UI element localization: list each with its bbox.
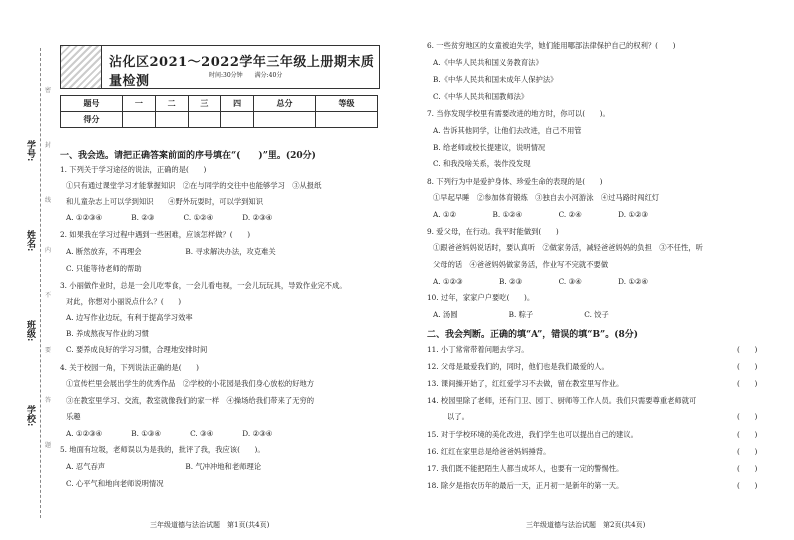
binding-cut-char: 要 bbox=[45, 347, 52, 354]
q3-option-line: A. 边写作业边玩，有利于提高学习效率 bbox=[66, 313, 193, 322]
q3-option-line: B. 养成熬夜写作业的习惯 bbox=[66, 329, 149, 338]
binding-label-text: 学校: bbox=[25, 405, 35, 427]
score-table-header: 总分 bbox=[254, 96, 316, 112]
binding-line bbox=[40, 48, 41, 518]
q4-statement-line: ①宣传栏里会展出学生的优秀作品 ②学校的小花园是我们身心放松的好地方 bbox=[66, 379, 315, 388]
q6-option-line: C.《中华人民共和国教师法》 bbox=[433, 92, 529, 101]
binding-label-name bbox=[24, 230, 37, 251]
score-table-header: 一 bbox=[122, 96, 155, 112]
exam-header bbox=[60, 45, 380, 89]
binding-cut-char: 题 bbox=[45, 442, 52, 449]
score-cell[interactable] bbox=[254, 112, 316, 128]
q4-options: A. ①②③④ B. ①③④ C. ③④ D. ②③④ bbox=[66, 429, 273, 438]
q9-stem: 9. 爱父母，在行动。我平时能做到( ) bbox=[427, 227, 559, 236]
footer-page-1: 三年级道德与法治试题 第1页(共4页) bbox=[150, 521, 270, 529]
score-table-row-label: 得分 bbox=[61, 112, 123, 128]
judgement-item: 12. 父母是最爱我们的，同时，他们也是我们最爱的人。 bbox=[427, 362, 609, 371]
judgement-item: 17. 我们既不能把陌生人都当成坏人，也要有一定的警惕性。 bbox=[427, 464, 624, 473]
q2-option-line: A. 断然放弃，不再理会 B. 寻求解决办法，攻克难关 bbox=[66, 247, 276, 256]
binding-cut-char: 线 bbox=[45, 197, 52, 204]
section-1-title: 一、我会选。请把正确答案前面的序号填在“( )”里。(20分) bbox=[60, 151, 316, 161]
footer-page-2: 三年级道德与法治试题 第2页(共4页) bbox=[526, 521, 646, 529]
q5-option-line: C. 心平气和地向老师说明情况 bbox=[66, 479, 164, 488]
q4-stem: 4. 关于校园一角，下列说法正确的是( ) bbox=[60, 363, 200, 372]
q5-option-line: A. 忍气吞声 B. 气冲冲地和老师理论 bbox=[66, 462, 262, 471]
answer-paren[interactable]: ( ) bbox=[737, 345, 758, 354]
binding-cut-char: 内 bbox=[45, 247, 52, 254]
score-table-header: 二 bbox=[155, 96, 188, 112]
answer-paren[interactable]: ( ) bbox=[737, 362, 758, 371]
q3-option-line: C. 要养成良好的学习习惯，合理地安排时间 bbox=[66, 345, 208, 354]
score-table bbox=[60, 95, 378, 128]
q1-statement-line: ①只有通过课堂学习才能掌握知识 ②在与同学的交往中也能够学习 ③从报纸 bbox=[66, 181, 322, 190]
q9-options: A. ①②③ B. ②③ C. ③④ D. ①②④ bbox=[433, 277, 648, 286]
q4-statement-line: ③在教室里学习、交流，教室就像我们的家一样 ④操场给我们带来了无穷的 bbox=[66, 396, 315, 405]
answer-paren[interactable]: ( ) bbox=[737, 447, 758, 456]
q6-stem: 6. 一些贫穷地区的女童被迫失学，她们能用哪部法律保护自己的权利？( ) bbox=[427, 41, 676, 50]
answer-paren[interactable]: ( ) bbox=[737, 464, 758, 473]
score-table-header: 三 bbox=[188, 96, 221, 112]
score-table-header: 等级 bbox=[316, 96, 378, 112]
score-table-header: 题号 bbox=[61, 96, 123, 112]
score-cell[interactable] bbox=[221, 112, 254, 128]
exam-time-score: 时间:30分钟 满分:40分 bbox=[209, 72, 283, 79]
binding-label-class bbox=[24, 320, 37, 341]
binding-label-student-id bbox=[24, 140, 37, 161]
q5-stem: 5. 地面有垃圾，老师误以为是我的，批评了我，我应该( )。 bbox=[60, 445, 265, 454]
score-table-header-row bbox=[61, 96, 378, 112]
score-cell[interactable] bbox=[155, 112, 188, 128]
binding-label-text: 学号: bbox=[25, 140, 35, 162]
binding-cut-char: 答 bbox=[45, 397, 52, 404]
header-decoration bbox=[61, 46, 102, 88]
q10-options: A. 汤圆 B. 粽子 C. 饺子 bbox=[433, 310, 609, 319]
judgement-item: 18. 除夕是指农历年的最后一天，正月初一是新年的第一天。 bbox=[427, 481, 624, 490]
q10-stem: 10. 过年，家家户户要吃( )。 bbox=[427, 293, 535, 302]
q7-option-line: A. 告诉其他同学，让他们去改进，自己不用管 bbox=[433, 126, 582, 135]
judgement-item: 16. 红红在家里总是给爸爸妈妈捶背。 bbox=[427, 447, 551, 456]
judgement-item: 14. 校园里除了老师，还有门卫、园丁、厨师等工作人员。我们只需要尊重老师就可 bbox=[427, 396, 697, 405]
q4-statement-line: 乐趣 bbox=[66, 412, 81, 421]
judgement-item-cont: 以了。 bbox=[447, 412, 469, 421]
q6-option-line: B.《中华人民共和国未成年人保护法》 bbox=[433, 75, 558, 84]
section-2-title: 二、我会判断。正确的填“A”，错误的填“B”。(8分) bbox=[427, 330, 639, 340]
binding-label-school bbox=[24, 405, 37, 426]
answer-paren[interactable]: ( ) bbox=[737, 430, 758, 439]
binding-cut-char: 封 bbox=[45, 142, 52, 149]
q9-statement-line: 父母的话 ④爸爸妈妈做家务活，作业写不完就不要做 bbox=[433, 260, 609, 269]
q3-stem: 3. 小丽做作业时，总是一会儿吃零食，一会儿看电视，一会儿玩玩具，导致作业完不成。 bbox=[60, 281, 347, 290]
answer-paren[interactable]: ( ) bbox=[737, 412, 758, 421]
answer-paren[interactable]: ( ) bbox=[737, 379, 758, 388]
q7-option-line: B. 给老师或校长提建议，说明情况 bbox=[433, 143, 546, 152]
q1-statement-line: 和儿童杂志上可以学到知识 ④野外玩耍时，可以学到知识 bbox=[66, 197, 264, 206]
q1-stem: 1. 下列关于学习途径的说法，正确的是( ) bbox=[60, 165, 207, 174]
answer-paren[interactable]: ( ) bbox=[737, 481, 758, 490]
q2-stem: 2. 如果我在学习过程中遇到一些困难，应该怎样做？( ) bbox=[60, 230, 251, 239]
score-cell[interactable] bbox=[316, 112, 378, 128]
binding-cut-char: 不 bbox=[45, 292, 52, 299]
binding-label-text: 姓名: bbox=[25, 230, 35, 252]
q7-stem: 7. 当你发现学校里有需要改进的地方时，你可以( )。 bbox=[427, 109, 610, 118]
q9-statement-line: ①跟爸爸妈妈说话时，要认真听 ②做家务活，减轻爸爸妈妈的负担 ③不任性，听 bbox=[433, 243, 703, 252]
q8-stem: 8. 下列行为中是爱护身体、珍爱生命的表现的是( ) bbox=[427, 177, 603, 186]
score-cell[interactable] bbox=[188, 112, 221, 128]
judgement-item: 13. 课间操开始了，红红爱学习不去做，留在教室里写作业。 bbox=[427, 379, 624, 388]
binding-cut-char: 密 bbox=[45, 87, 52, 94]
score-cell[interactable] bbox=[122, 112, 155, 128]
q6-option-line: A.《中华人民共和国义务教育法》 bbox=[433, 58, 543, 67]
q7-option-line: C. 和我没啥关系，装作没发现 bbox=[433, 159, 531, 168]
q8-statement-line: ①早起早睡 ②参加体育锻炼 ③独自去小河游泳 ④过马路时闯红灯 bbox=[433, 193, 660, 202]
q3-stem-cont: 对此，你想对小丽说点什么？( ) bbox=[66, 297, 182, 306]
binding-label-text: 班级: bbox=[25, 320, 35, 342]
score-table-header: 四 bbox=[221, 96, 254, 112]
q8-options: A. ①② B. ①②④ C. ②④ D. ①②③ bbox=[433, 210, 648, 219]
q2-option-line: C. 只能等待老师的帮助 bbox=[66, 264, 142, 273]
score-table-score-row bbox=[61, 112, 378, 128]
exam-title: 沾化区2021～2022学年三年级上册期末质量检测 bbox=[109, 55, 375, 89]
q1-options: A. ①②③④ B. ②③ C. ①②④ D. ②③④ bbox=[66, 213, 273, 222]
judgement-item: 15. 对于学校环境的美化改进，我们学生也可以提出自己的建议。 bbox=[427, 430, 638, 439]
judgement-item: 11. 小丁常常带着问题去学习。 bbox=[427, 345, 529, 354]
